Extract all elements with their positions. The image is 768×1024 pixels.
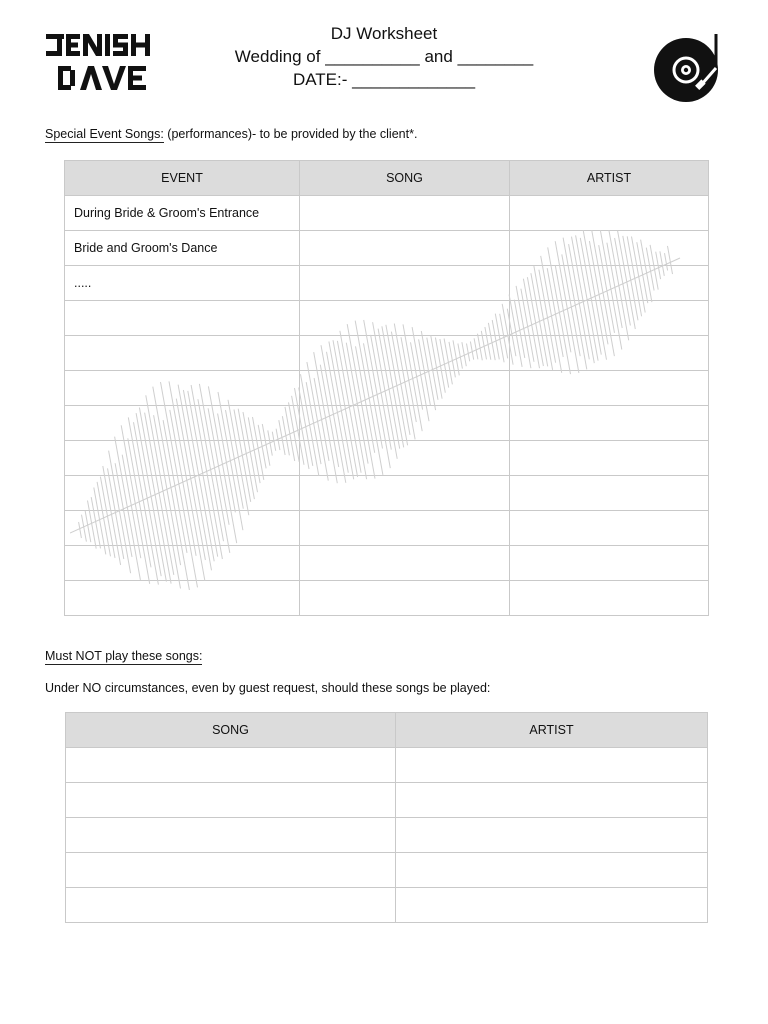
song-cell[interactable] (300, 406, 510, 441)
artist-cell[interactable] (510, 441, 709, 476)
table-row (65, 266, 709, 301)
song-cell[interactable] (66, 888, 396, 923)
song-cell[interactable] (300, 476, 510, 511)
table-header-row (65, 161, 709, 196)
song-cell[interactable] (300, 266, 510, 301)
table-row (65, 476, 709, 511)
page-title: DJ Worksheet (330, 24, 438, 43)
table-row (66, 818, 708, 853)
special-events-heading (45, 127, 417, 141)
table-row (65, 231, 709, 266)
column-header-song: SONG (66, 713, 396, 748)
artist-cell[interactable] (510, 476, 709, 511)
event-cell[interactable]: During Bride & Groom's Entrance (65, 196, 300, 231)
event-cell[interactable] (65, 476, 300, 511)
column-header-artist: ARTIST (510, 161, 709, 196)
table-row (65, 336, 709, 371)
artist-cell[interactable] (396, 888, 708, 923)
artist-cell[interactable] (510, 581, 709, 616)
song-cell[interactable] (300, 371, 510, 406)
song-cell[interactable] (300, 546, 510, 581)
date-line: DATE:- _____________ (292, 70, 476, 89)
table-row (66, 853, 708, 888)
wedding-of-line: Wedding of __________ and ________ (234, 47, 534, 66)
table-row (65, 546, 709, 581)
special-events-heading-label: Special Event Songs: (45, 127, 164, 141)
column-header-event: EVENT (65, 161, 300, 196)
song-cell[interactable] (300, 301, 510, 336)
artist-cell[interactable] (510, 266, 709, 301)
song-cell[interactable] (300, 441, 510, 476)
event-cell[interactable] (65, 336, 300, 371)
do-not-play-table (65, 712, 708, 923)
column-header-artist: ARTIST (396, 713, 708, 748)
artist-cell[interactable] (510, 511, 709, 546)
table-header-row (66, 713, 708, 748)
song-cell[interactable] (66, 783, 396, 818)
event-cell[interactable] (65, 511, 300, 546)
artist-cell[interactable] (396, 818, 708, 853)
artist-cell[interactable] (510, 336, 709, 371)
event-cell[interactable] (65, 441, 300, 476)
song-cell[interactable] (66, 853, 396, 888)
table-row (65, 581, 709, 616)
table-row (65, 511, 709, 546)
table-row (66, 888, 708, 923)
song-cell[interactable] (300, 231, 510, 266)
artist-cell[interactable] (510, 196, 709, 231)
do-not-play-heading-label: Must NOT play these songs: (45, 649, 203, 663)
table-row (65, 301, 709, 336)
event-cell[interactable]: ..... (65, 266, 300, 301)
artist-cell[interactable] (510, 546, 709, 581)
vinyl-record-icon (652, 32, 724, 104)
do-not-play-instruction: Under NO circumstances, even by guest request, should these songs be played: (45, 681, 491, 695)
table-row (66, 748, 708, 783)
special-events-table (64, 160, 709, 616)
song-cell[interactable] (66, 818, 396, 853)
event-cell[interactable] (65, 406, 300, 441)
table-row (65, 371, 709, 406)
artist-cell[interactable] (396, 748, 708, 783)
column-header-song: SONG (300, 161, 510, 196)
brand-logo (44, 30, 152, 94)
artist-cell[interactable] (510, 371, 709, 406)
table-row (65, 441, 709, 476)
event-cell[interactable] (65, 371, 300, 406)
event-cell[interactable]: Bride and Groom's Dance (65, 231, 300, 266)
artist-cell[interactable] (396, 783, 708, 818)
event-cell[interactable] (65, 581, 300, 616)
song-cell[interactable] (66, 748, 396, 783)
worksheet-header (184, 22, 584, 91)
do-not-play-heading (45, 649, 202, 663)
artist-cell[interactable] (396, 853, 708, 888)
song-cell[interactable] (300, 581, 510, 616)
table-row (66, 783, 708, 818)
artist-cell[interactable] (510, 406, 709, 441)
event-cell[interactable] (65, 301, 300, 336)
table-row (65, 406, 709, 441)
table-row (65, 196, 709, 231)
song-cell[interactable] (300, 196, 510, 231)
song-cell[interactable] (300, 511, 510, 546)
special-events-heading-note: (performances)- to be provided by the client*. (163, 127, 418, 141)
artist-cell[interactable] (510, 301, 709, 336)
artist-cell[interactable] (510, 231, 709, 266)
event-cell[interactable] (65, 546, 300, 581)
song-cell[interactable] (300, 336, 510, 371)
